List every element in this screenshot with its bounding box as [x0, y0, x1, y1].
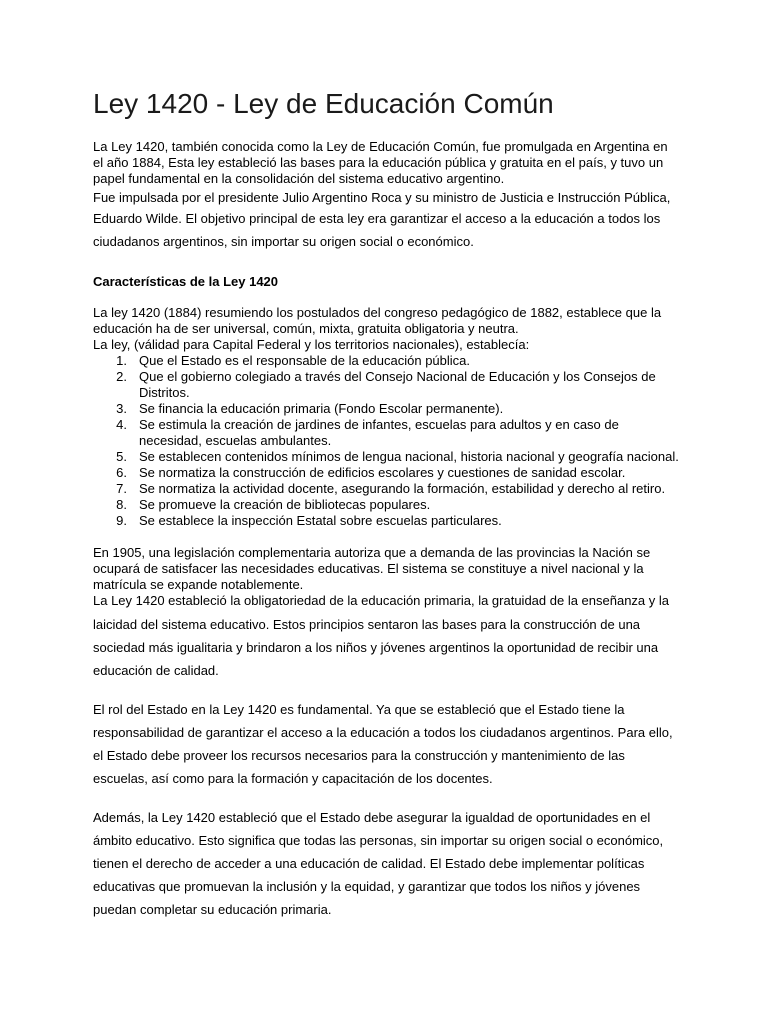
- complement-paragraph-continued: [93, 613, 693, 682]
- intro-paragraph-continued: [93, 207, 693, 253]
- list-item-text: Se financia la educación primaria (Fondo Escolar permanente).: [139, 401, 504, 416]
- list-item-number: 2.: [116, 369, 127, 384]
- list-item-text: Se normatiza la construcción de edificios escolares y cuestiones de sanidad escolar.: [139, 465, 626, 480]
- list-item-text: Se establecen contenidos mínimos de lengua nacional, historia nacional y geografía nacional.: [139, 449, 679, 464]
- list-item: [93, 465, 693, 481]
- text-line: Eduardo Wilde. El objetivo principal de esta ley era garantizar el acceso a la educación a todos los: [93, 211, 661, 226]
- text-line: ámbito educativo. Esto significa que todas las personas, sin importar su origen social o económico,: [93, 833, 664, 848]
- list-item-text: Que el gobierno colegiado a través del Consejo Nacional de Educación y los Consejos de: [139, 369, 656, 384]
- text-line: educación de calidad.: [93, 663, 219, 678]
- list-item: [93, 449, 693, 465]
- text-line: papel fundamental en la consolidación del sistema educativo argentino.: [93, 171, 505, 186]
- text-line: ciudadanos argentinos, sin importar su origen social o económico.: [93, 234, 474, 249]
- characteristics-list: [93, 353, 693, 529]
- text-line: puedan completar su educación primaria.: [93, 902, 332, 917]
- text-line: escuelas, así como para la formación y capacitación de los docentes.: [93, 771, 493, 786]
- list-item-number: 3.: [116, 401, 127, 416]
- list-item-number: 6.: [116, 465, 127, 480]
- list-item-text: necesidad, escuelas ambulantes.: [139, 433, 332, 448]
- characteristics-paragraph: [93, 305, 693, 353]
- equality-paragraph: [93, 806, 693, 921]
- list-item-text: Se promueve la creación de bibliotecas populares.: [139, 497, 431, 512]
- text-line: el Estado debe proveer los recursos necesarios para la construcción y mantenimiento de las: [93, 748, 625, 763]
- text-line: educación ha de ser universal, común, mixta, gratuita obligatoria y neutra.: [93, 321, 519, 336]
- text-line: matrícula se expande notablemente.: [93, 577, 304, 592]
- list-item-text: Se estimula la creación de jardines de infantes, escuelas para adultos y en caso de: [139, 417, 619, 432]
- text-line: tienen el derecho de acceder a una educación de calidad. El Estado debe implementar políticas: [93, 856, 645, 871]
- role-paragraph: [93, 698, 693, 790]
- text-line: Fue impulsada por el presidente Julio Argentino Roca y su ministro de Justicia e Instrucción Pública,: [93, 190, 671, 205]
- list-item-number: 9.: [116, 513, 127, 528]
- intro-paragraph: [93, 139, 693, 208]
- text-line: sociedad más igualitaria y brindaron a los niños y jóvenes argentinos la oportunidad de recibir una: [93, 640, 659, 655]
- text-line: laicidad del sistema educativo. Estos principios sentaron las bases para la construcción de una: [93, 617, 641, 632]
- list-item-number: 4.: [116, 417, 127, 432]
- complement-paragraph: [93, 545, 693, 609]
- list-item-text: Se normatiza la actividad docente, asegurando la formación, estabilidad y derecho al retiro.: [139, 481, 666, 496]
- list-item: [93, 481, 693, 497]
- list-item: [93, 353, 693, 369]
- list-item-text: Se establece la inspección Estatal sobre escuelas particulares.: [139, 513, 502, 528]
- document-title: Ley 1420 - Ley de Educación Común: [93, 88, 554, 119]
- text-line: En 1905, una legislación complementaria autoriza que a demanda de las provincias la Nación se: [93, 545, 651, 560]
- text-line: ocupará de satisfacer las necesidades educativas. El sistema se constituye a nivel nacional y la: [93, 561, 644, 576]
- list-item-number: 8.: [116, 497, 127, 512]
- list-item-number: 7.: [116, 481, 127, 496]
- text-line: La Ley 1420, también conocida como la Ley de Educación Común, fue promulgada en Argentina en: [93, 139, 668, 154]
- text-line: Además, la Ley 1420 estableció que el Estado debe asegurar la igualdad de oportunidades en el: [93, 810, 651, 825]
- text-line: La ley, (válidad para Capital Federal y los territorios nacionales), establecía:: [93, 337, 530, 352]
- text-line: educativas que promuevan la inclusión y la equidad, y garantizar que todos los niños y jóvenes: [93, 879, 641, 894]
- list-item-text: Que el Estado es el responsable de la educación pública.: [139, 353, 470, 368]
- text-line: La ley 1420 (1884) resumiendo los postulados del congreso pedagógico de 1882, establece que la: [93, 305, 662, 320]
- list-item: [93, 369, 693, 401]
- list-item: [93, 417, 693, 449]
- text-line: el año 1884, Esta ley estableció las bases para la educación pública y gratuita en el país, y tuvo un: [93, 155, 664, 170]
- text-line: La Ley 1420 estableció la obligatoriedad de la educación primaria, la gratuidad de la enseñanza y la: [93, 593, 670, 608]
- section-heading: Características de la Ley 1420: [93, 274, 279, 289]
- list-item-number: 1.: [116, 353, 127, 368]
- list-item-text: Distritos.: [139, 385, 190, 400]
- text-line: responsabilidad de garantizar el acceso a la educación a todos los ciudadanos argentinos. Para ello,: [93, 725, 673, 740]
- text-line: El rol del Estado en la Ley 1420 es fundamental. Ya que se estableció que el Estado tiene la: [93, 702, 625, 717]
- list-item-number: 5.: [116, 449, 127, 464]
- list-item: [93, 497, 693, 513]
- list-item: [93, 513, 693, 529]
- list-item: [93, 401, 693, 417]
